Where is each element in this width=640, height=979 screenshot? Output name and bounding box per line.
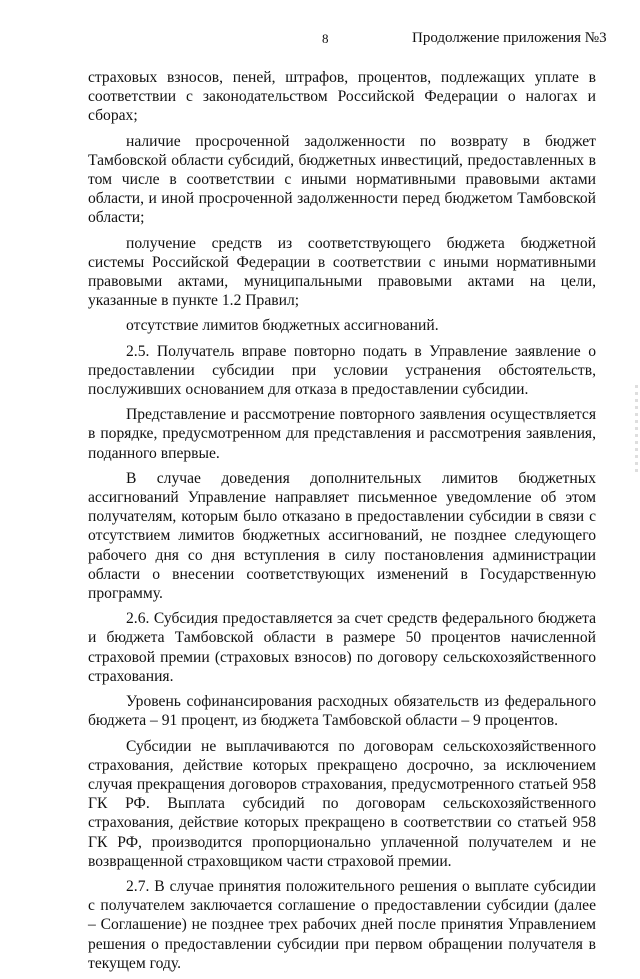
paragraph-8: Уровень софинансирования расходных обязательств из федерального бюджета – 91 процент, из бюджета Тамбовской области – 9 процентов. bbox=[88, 693, 596, 730]
appendix-header: Продолжение приложения №3 bbox=[412, 30, 607, 46]
paragraph-5: Представление и рассмотрение повторного заявления осуществляется в порядке, предусмотренном для представления и рассмотрения заявления, поданного впервые. bbox=[88, 406, 596, 462]
paragraph-6: В случае доведения дополнительных лимитов бюджетных ассигнований Управление направляет письменное уведомление об этом получателям, которым было отказано в предоставлении субсидии в связи с отсутствием лимитов бюджетных ассигнований, не позднее следующего рабочего дня со дня вступления в силу постановления администрации области о внесении соответствующих изменений в Государственную программу. bbox=[88, 469, 596, 603]
scan-edge-artifact bbox=[635, 385, 638, 475]
paragraph-10: 2.7. В случае принятия положительного решения о выплате субсидии с получателем заключается соглашение о предоставлении субсидии (далее – Соглашение) не позднее трех рабочих дней после принятия Управлением решения о предоставлении субсидии при первом обращении получателя в текущем году. bbox=[88, 877, 596, 972]
page-number: 8 bbox=[322, 31, 329, 46]
paragraph-1: наличие просроченной задолженности по возврату в бюджет Тамбовской области субсидий, бюджетных инвестиций, предоставленных в том числе в соответствии с иными нормативными правовыми актами области, и иной просроченной задолженности перед бюджетом Тамбовской области; bbox=[88, 132, 596, 227]
paragraph-2: получение средств из соответствующего бюджета бюджетной системы Российской Федерации в соответствии с иными нормативными правовыми актами, муниципальными правовыми актами на цели, указанные в пункте 1.2 Правил; bbox=[88, 234, 596, 310]
paragraph-9: Субсидии не выплачиваются по договорам сельскохозяйственного страхования, действие которых прекращено досрочно, за исключением случая прекращения договоров страхования, предусмотренного статьей 958 ГК РФ. Выплата субсидий по договорам сельскохозяйственного страхования, действие которых прекращено в соответствии со статьей 958 ГК РФ, производится пропорционально уплаченной получателем и не возвращенной страховщиком части страховой премии. bbox=[88, 737, 596, 870]
paragraph-4: 2.5. Получатель вправе повторно подать в Управление заявление о предоставлении субсидии при условии устранения обстоятельств, послуживших основанием для отказа в предоставлении субсидии. bbox=[88, 342, 596, 399]
document-body bbox=[88, 68, 596, 979]
paragraph-7: 2.6. Субсидия предоставляется за счет средств федерального бюджета и бюджета Тамбовской области в размере 50 процентов начисленной страховой премии (страховых взносов) по договору сельскохозяйственного страхования. bbox=[88, 610, 596, 685]
paragraph-0: страховых взносов, пеней, штрафов, процентов, подлежащих уплате в соответствии с законодательством Российской Федерации о налогах и сборах; bbox=[88, 69, 596, 125]
paragraph-3: отсутствие лимитов бюджетных ассигнований. bbox=[126, 317, 439, 335]
